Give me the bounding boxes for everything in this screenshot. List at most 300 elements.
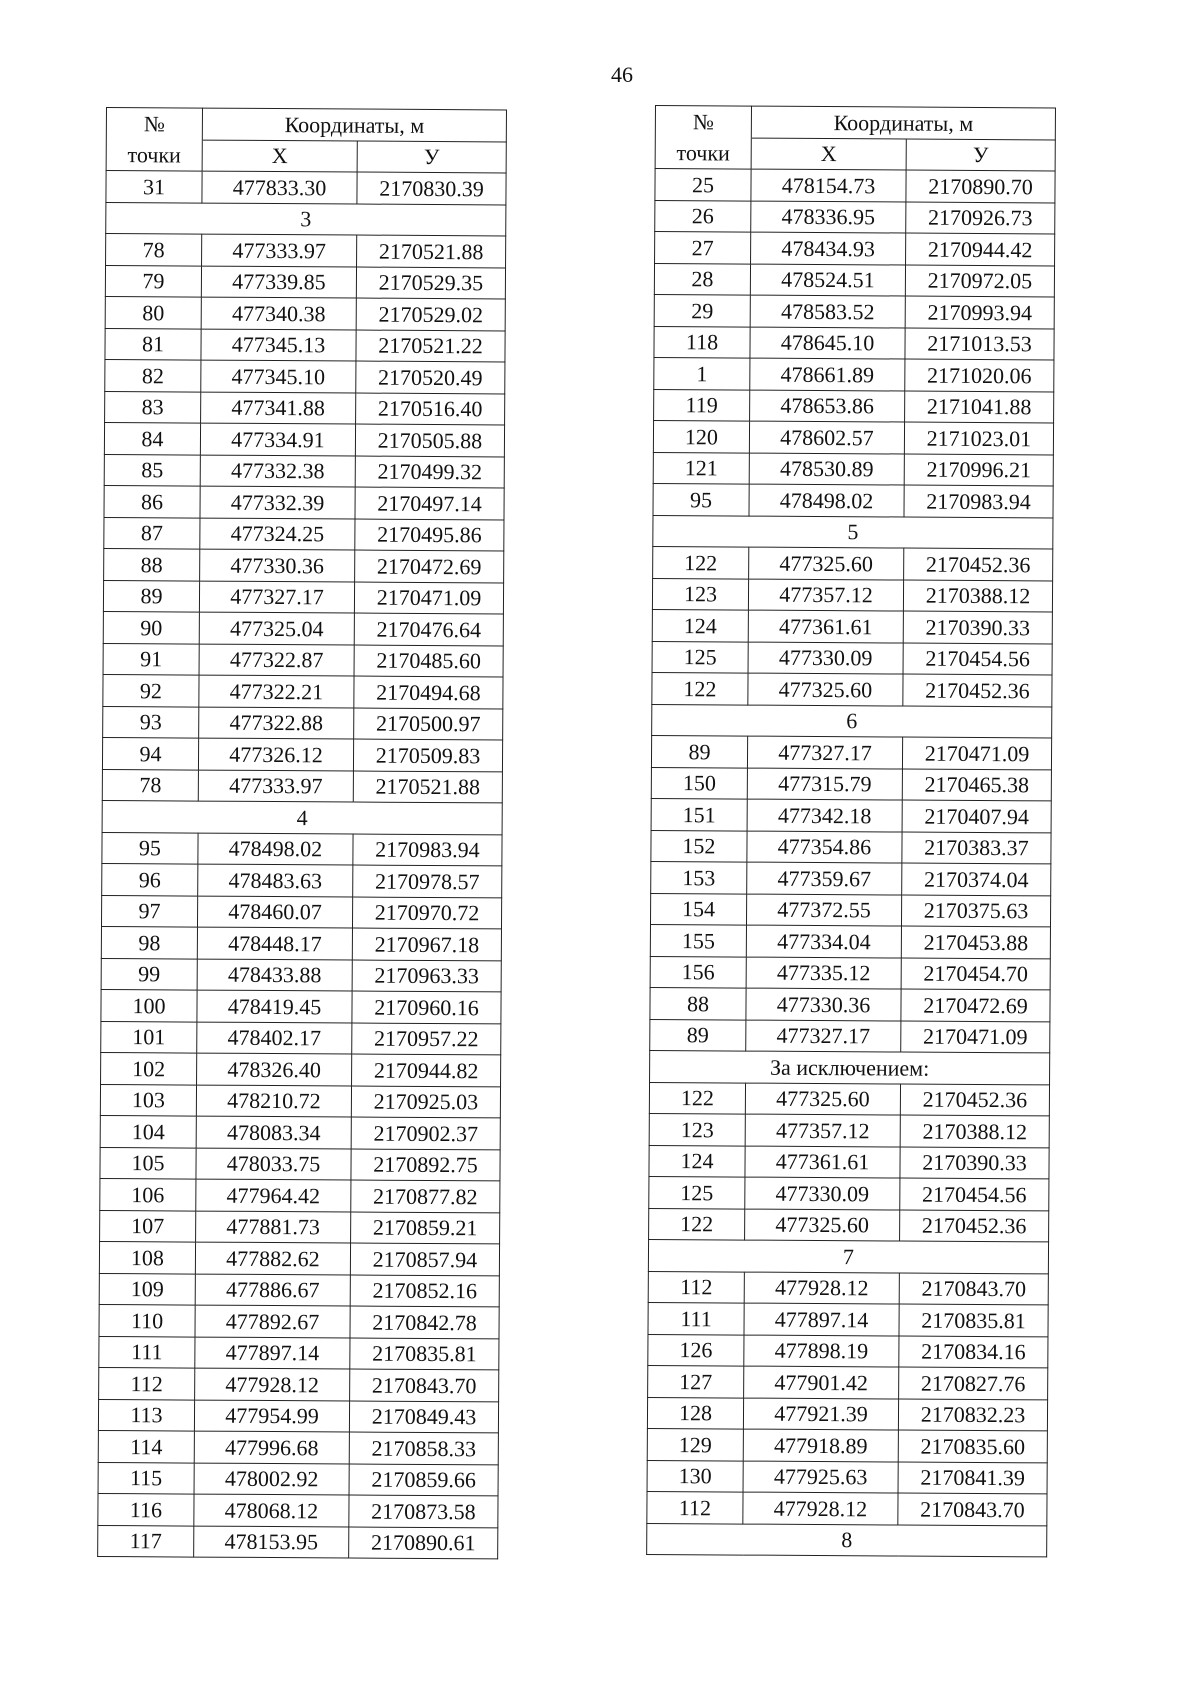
table-row bbox=[648, 1271, 1048, 1305]
table-row bbox=[652, 672, 1052, 706]
point-number-cell: 120 bbox=[653, 420, 749, 452]
point-number-cell: 94 bbox=[102, 737, 198, 769]
x-coordinate-cell: 477357.12 bbox=[745, 1114, 900, 1146]
table-row bbox=[650, 987, 1050, 1021]
x-coordinate-cell: 478419.45 bbox=[197, 990, 352, 1022]
y-coordinate-cell: 2170452.36 bbox=[904, 548, 1053, 580]
point-number-cell: 113 bbox=[98, 1399, 194, 1431]
x-coordinate-cell: 478653.86 bbox=[750, 390, 905, 422]
table-row bbox=[652, 578, 1052, 612]
point-number-cell: 95 bbox=[102, 832, 198, 864]
point-number-cell: 107 bbox=[100, 1210, 196, 1242]
y-coordinate-cell: 2170978.57 bbox=[353, 865, 502, 897]
y-coordinate-cell: 2170835.81 bbox=[350, 1338, 499, 1370]
table-row bbox=[104, 485, 504, 519]
y-coordinate-cell: 2170509.83 bbox=[353, 739, 502, 771]
table-row bbox=[647, 1397, 1047, 1431]
y-coordinate-cell: 2170859.21 bbox=[351, 1212, 500, 1244]
y-coordinate-cell: 2170383.37 bbox=[902, 832, 1051, 864]
x-coordinate-cell: 477333.97 bbox=[202, 234, 357, 266]
point-number-cell: 112 bbox=[648, 1271, 744, 1303]
y-coordinate-cell: 2170832.23 bbox=[898, 1399, 1047, 1431]
y-coordinate-cell: 2171041.88 bbox=[905, 391, 1054, 423]
section-row bbox=[653, 515, 1053, 549]
x-coordinate-cell: 477330.36 bbox=[200, 549, 355, 581]
point-number-cell: 89 bbox=[103, 580, 199, 612]
x-coordinate-cell: 477964.42 bbox=[196, 1179, 351, 1211]
table-row bbox=[98, 1430, 498, 1464]
table-row bbox=[650, 924, 1050, 958]
x-coordinate-cell: 477833.30 bbox=[202, 171, 357, 203]
y-coordinate-cell: 2170944.42 bbox=[906, 233, 1055, 265]
table-row bbox=[653, 546, 1053, 580]
x-coordinate-cell: 477898.19 bbox=[744, 1335, 899, 1367]
x-coordinate-cell: 477928.12 bbox=[743, 1492, 898, 1524]
table-row bbox=[102, 737, 502, 771]
x-coordinate-cell: 478498.02 bbox=[749, 484, 904, 516]
y-coordinate-cell: 2170472.69 bbox=[901, 989, 1050, 1021]
point-number-cell: 82 bbox=[105, 359, 201, 391]
section-row bbox=[647, 1523, 1047, 1557]
x-coordinate-cell: 478602.57 bbox=[749, 421, 904, 453]
section-label: 5 bbox=[653, 515, 1053, 549]
x-coordinate-cell: 477354.86 bbox=[747, 831, 902, 863]
point-number-cell: 128 bbox=[647, 1397, 743, 1429]
point-number-cell: 92 bbox=[103, 674, 199, 706]
table-row bbox=[100, 1115, 500, 1149]
y-coordinate-cell: 2170972.05 bbox=[905, 265, 1054, 297]
point-number-cell: 99 bbox=[101, 958, 197, 990]
table-row bbox=[102, 769, 502, 803]
x-coordinate-cell: 477918.89 bbox=[743, 1429, 898, 1461]
table-row bbox=[648, 1302, 1048, 1336]
section-label: За исключением: bbox=[650, 1050, 1050, 1084]
x-coordinate-cell: 477334.04 bbox=[746, 925, 901, 957]
x-coordinate-cell: 477372.55 bbox=[746, 894, 901, 926]
table-row bbox=[654, 357, 1054, 391]
table-row bbox=[648, 1334, 1048, 1368]
point-number-cell: 95 bbox=[653, 483, 749, 515]
y-coordinate-cell: 2170471.09 bbox=[901, 1021, 1050, 1053]
y-coordinate-cell: 2170494.68 bbox=[354, 676, 503, 708]
x-coordinate-cell: 477334.91 bbox=[200, 423, 355, 455]
point-number-cell: 78 bbox=[102, 769, 198, 801]
x-coordinate-cell: 477342.18 bbox=[747, 799, 902, 831]
y-coordinate-cell: 2170827.76 bbox=[899, 1367, 1048, 1399]
y-coordinate-cell: 2170390.33 bbox=[903, 611, 1052, 643]
table-row bbox=[653, 483, 1053, 517]
y-coordinate-cell: 2170877.82 bbox=[351, 1180, 500, 1212]
x-coordinate-cell: 477892.67 bbox=[195, 1305, 350, 1337]
table-row bbox=[647, 1491, 1047, 1525]
y-coordinate-cell: 2170521.88 bbox=[353, 771, 502, 803]
section-label: 3 bbox=[106, 202, 506, 236]
point-number-cell: 100 bbox=[101, 989, 197, 1021]
point-number-cell: 117 bbox=[98, 1525, 194, 1557]
y-coordinate-cell: 2170529.35 bbox=[356, 267, 505, 299]
point-number-cell: 84 bbox=[104, 422, 200, 454]
y-coordinate-cell: 2170843.70 bbox=[898, 1493, 1047, 1525]
point-number-cell: 86 bbox=[104, 485, 200, 517]
table-row bbox=[651, 735, 1051, 769]
x-coordinate-cell: 477340.38 bbox=[201, 297, 356, 329]
y-coordinate-cell: 2170960.16 bbox=[352, 991, 501, 1023]
y-coordinate-cell: 2170407.94 bbox=[902, 800, 1051, 832]
x-coordinate-cell: 477921.39 bbox=[743, 1398, 898, 1430]
table-row bbox=[101, 1052, 501, 1086]
table-row bbox=[652, 641, 1052, 675]
point-number-cell: 87 bbox=[104, 517, 200, 549]
y-coordinate-cell: 2170454.70 bbox=[901, 958, 1050, 990]
x-coordinate-cell: 477339.85 bbox=[201, 266, 356, 298]
x-coordinate-cell: 478153.95 bbox=[194, 1526, 349, 1558]
table-row bbox=[103, 674, 503, 708]
point-number-cell: 98 bbox=[101, 926, 197, 958]
point-number-cell: 91 bbox=[103, 643, 199, 675]
point-number-cell: 29 bbox=[654, 294, 750, 326]
x-coordinate-cell: 477324.25 bbox=[200, 518, 355, 550]
point-number-cell: 28 bbox=[654, 263, 750, 295]
x-coordinate-cell: 477886.67 bbox=[195, 1274, 350, 1306]
x-coordinate-cell: 477359.67 bbox=[747, 862, 902, 894]
x-coordinate-cell: 478460.07 bbox=[197, 896, 352, 928]
point-number-cell: 112 bbox=[647, 1491, 743, 1523]
x-coordinate-cell: 477357.12 bbox=[748, 579, 903, 611]
y-coordinate-cell: 2170390.33 bbox=[900, 1147, 1049, 1179]
y-coordinate-cell: 2170374.04 bbox=[902, 863, 1051, 895]
page-number: 46 bbox=[611, 62, 633, 87]
table-row bbox=[105, 391, 505, 425]
y-coordinate-cell: 2170834.16 bbox=[899, 1336, 1048, 1368]
x-coordinate-cell: 477332.38 bbox=[200, 455, 355, 487]
x-coordinate-cell: 477361.61 bbox=[745, 1146, 900, 1178]
point-number-cell: 88 bbox=[104, 548, 200, 580]
y-coordinate-cell: 2170388.12 bbox=[900, 1115, 1049, 1147]
table-row bbox=[101, 895, 501, 929]
table-row bbox=[103, 643, 503, 677]
coordinates-table-right bbox=[646, 105, 1056, 1557]
x-coordinate-cell: 477325.60 bbox=[745, 1083, 900, 1115]
point-number-cell: 96 bbox=[102, 863, 198, 895]
y-coordinate-cell: 2170926.73 bbox=[906, 202, 1055, 234]
x-coordinate-cell: 477325.60 bbox=[745, 1209, 900, 1241]
point-number-cell: 88 bbox=[650, 987, 746, 1019]
table-row bbox=[647, 1428, 1047, 1462]
table-row bbox=[651, 798, 1051, 832]
point-number-cell: 104 bbox=[100, 1115, 196, 1147]
coordinates-table-left bbox=[97, 107, 507, 1559]
point-number-cell: 156 bbox=[650, 956, 746, 988]
section-row bbox=[648, 1239, 1048, 1273]
table-row bbox=[104, 517, 504, 551]
table-row bbox=[653, 420, 1053, 454]
point-number-cell: 111 bbox=[648, 1302, 744, 1334]
point-number-cell: 85 bbox=[104, 454, 200, 486]
point-no-symbol: № bbox=[106, 108, 202, 140]
point-number-cell: 111 bbox=[99, 1336, 195, 1368]
table-row bbox=[99, 1336, 499, 1370]
point-no-symbol: № bbox=[655, 106, 751, 138]
x-coordinate-cell: 478448.17 bbox=[197, 927, 352, 959]
y-coordinate-cell: 2170858.33 bbox=[349, 1432, 498, 1464]
x-coordinate-cell: 478583.52 bbox=[750, 295, 905, 327]
table-row bbox=[100, 1147, 500, 1181]
y-coordinate-cell: 2170471.09 bbox=[902, 737, 1051, 769]
point-number-cell: 154 bbox=[650, 893, 746, 925]
point-number-cell: 26 bbox=[655, 200, 751, 232]
point-number-cell: 122 bbox=[649, 1208, 745, 1240]
point-number-cell: 81 bbox=[105, 328, 201, 360]
table-row bbox=[105, 328, 505, 362]
x-coordinate-cell: 478033.75 bbox=[196, 1148, 351, 1180]
y-coordinate-cell: 2171023.01 bbox=[904, 422, 1053, 454]
x-coordinate-cell: 478083.34 bbox=[196, 1116, 351, 1148]
point-number-cell: 102 bbox=[101, 1052, 197, 1084]
table-row bbox=[101, 989, 501, 1023]
y-coordinate-cell: 2170983.94 bbox=[904, 485, 1053, 517]
x-coordinate-cell: 478210.72 bbox=[196, 1085, 351, 1117]
y-coordinate-cell: 2170892.75 bbox=[351, 1149, 500, 1181]
x-coordinate-cell: 477322.88 bbox=[199, 707, 354, 739]
section-label: 8 bbox=[647, 1523, 1047, 1557]
coords-title: Координаты, м bbox=[202, 108, 506, 141]
x-coordinate-cell: 478433.88 bbox=[197, 959, 352, 991]
x-coordinate-cell: 478524.51 bbox=[750, 264, 905, 296]
table-row bbox=[650, 956, 1050, 990]
y-coordinate-cell: 2170452.36 bbox=[900, 1084, 1049, 1116]
y-coordinate-cell: 2171013.53 bbox=[905, 328, 1054, 360]
point-number-cell: 125 bbox=[649, 1176, 745, 1208]
y-coordinate-cell: 2170505.88 bbox=[355, 424, 504, 456]
x-coordinate-cell: 477361.61 bbox=[748, 610, 903, 642]
table-row bbox=[653, 452, 1053, 486]
point-number-cell: 122 bbox=[652, 672, 748, 704]
section-label: 7 bbox=[648, 1239, 1048, 1273]
y-coordinate-cell: 2170843.70 bbox=[350, 1369, 499, 1401]
x-coordinate-cell: 478530.89 bbox=[749, 453, 904, 485]
section-label: 6 bbox=[652, 704, 1052, 738]
section-row bbox=[102, 800, 502, 834]
y-coordinate-cell: 2170520.49 bbox=[356, 361, 505, 393]
y-coordinate-cell: 2170499.32 bbox=[355, 456, 504, 488]
table-row bbox=[651, 861, 1051, 895]
table-row bbox=[649, 1082, 1049, 1116]
point-number-cell: 126 bbox=[648, 1334, 744, 1366]
y-coordinate-cell: 2170516.40 bbox=[356, 393, 505, 425]
table-row bbox=[651, 767, 1051, 801]
table-row bbox=[649, 1176, 1049, 1210]
x-coordinate-cell: 477330.36 bbox=[746, 988, 901, 1020]
x-coordinate-cell: 478068.12 bbox=[194, 1494, 349, 1526]
x-coordinate-cell: 477322.21 bbox=[199, 675, 354, 707]
y-coordinate-cell: 2170970.72 bbox=[352, 897, 501, 929]
table-row bbox=[103, 580, 503, 614]
y-column-header: У bbox=[906, 139, 1055, 171]
point-number-cell: 78 bbox=[106, 234, 202, 266]
x-coordinate-cell: 477341.88 bbox=[201, 392, 356, 424]
table-row bbox=[106, 234, 506, 268]
point-number-cell: 130 bbox=[647, 1460, 743, 1492]
table-row bbox=[649, 1145, 1049, 1179]
point-number-cell: 115 bbox=[98, 1462, 194, 1494]
table-row bbox=[650, 893, 1050, 927]
x-coordinate-cell: 477897.14 bbox=[195, 1337, 350, 1369]
x-coordinate-cell: 477327.17 bbox=[747, 736, 902, 768]
point-number-cell: 89 bbox=[650, 1019, 746, 1051]
point-number-cell: 101 bbox=[101, 1021, 197, 1053]
y-coordinate-cell: 2170841.39 bbox=[898, 1462, 1047, 1494]
x-coordinate-cell: 477882.62 bbox=[195, 1242, 350, 1274]
x-coordinate-cell: 478336.95 bbox=[751, 201, 906, 233]
table-row bbox=[647, 1460, 1047, 1494]
y-coordinate-cell: 2170925.03 bbox=[351, 1086, 500, 1118]
table-row bbox=[101, 926, 501, 960]
x-column-header: X bbox=[751, 138, 906, 170]
x-coordinate-cell: 478002.92 bbox=[194, 1463, 349, 1495]
point-number-cell: 118 bbox=[654, 326, 750, 358]
table-row bbox=[106, 171, 506, 205]
coords-title: Координаты, м bbox=[751, 106, 1055, 139]
table-row bbox=[103, 706, 503, 740]
table-row bbox=[652, 609, 1052, 643]
point-number-cell: 90 bbox=[103, 611, 199, 643]
y-coordinate-cell: 2170471.09 bbox=[354, 582, 503, 614]
y-coordinate-cell: 2170890.70 bbox=[906, 170, 1055, 202]
y-coordinate-cell: 2170857.94 bbox=[350, 1243, 499, 1275]
table-row bbox=[98, 1525, 498, 1559]
y-coordinate-cell: 2170843.70 bbox=[899, 1273, 1048, 1305]
table-row bbox=[105, 265, 505, 299]
section-row bbox=[106, 202, 506, 236]
x-coordinate-cell: 477332.39 bbox=[200, 486, 355, 518]
section-row bbox=[652, 704, 1052, 738]
x-coordinate-cell: 478326.40 bbox=[197, 1053, 352, 1085]
y-coordinate-cell: 2170842.78 bbox=[350, 1306, 499, 1338]
y-column-header: У bbox=[357, 141, 506, 173]
point-number-cell: 97 bbox=[101, 895, 197, 927]
point-number-cell: 105 bbox=[100, 1147, 196, 1179]
point-number-cell: 106 bbox=[100, 1178, 196, 1210]
x-coordinate-cell: 477330.09 bbox=[748, 642, 903, 674]
y-coordinate-cell: 2170521.88 bbox=[357, 235, 506, 267]
table-row bbox=[654, 263, 1054, 297]
y-coordinate-cell: 2170996.21 bbox=[904, 454, 1053, 486]
y-coordinate-cell: 2170835.60 bbox=[898, 1430, 1047, 1462]
x-coordinate-cell: 477325.60 bbox=[749, 547, 904, 579]
point-number-cell: 123 bbox=[652, 578, 748, 610]
y-coordinate-cell: 2170873.58 bbox=[349, 1495, 498, 1527]
point-number-cell: 122 bbox=[649, 1082, 745, 1114]
x-coordinate-cell: 477925.63 bbox=[743, 1461, 898, 1493]
table-row bbox=[104, 422, 504, 456]
point-number-cell: 27 bbox=[655, 232, 751, 264]
section-label: 4 bbox=[102, 800, 502, 834]
table-row bbox=[655, 200, 1055, 234]
point-number-cell: 79 bbox=[105, 265, 201, 297]
point-number-cell: 83 bbox=[105, 391, 201, 423]
y-coordinate-cell: 2170890.61 bbox=[349, 1527, 498, 1559]
point-number-cell: 129 bbox=[647, 1428, 743, 1460]
point-number-cell: 153 bbox=[651, 861, 747, 893]
table-row bbox=[654, 294, 1054, 328]
table-row bbox=[651, 830, 1051, 864]
x-coordinate-cell: 477327.17 bbox=[199, 581, 354, 613]
x-coordinate-cell: 477901.42 bbox=[744, 1366, 899, 1398]
y-coordinate-cell: 2170375.63 bbox=[901, 895, 1050, 927]
point-number-cell: 125 bbox=[652, 641, 748, 673]
point-number-cell: 122 bbox=[653, 546, 749, 578]
point-number-cell: 127 bbox=[648, 1365, 744, 1397]
point-number-cell: 1 bbox=[654, 357, 750, 389]
point-number-cell: 110 bbox=[99, 1304, 195, 1336]
table-row bbox=[649, 1208, 1049, 1242]
y-coordinate-cell: 2170521.22 bbox=[356, 330, 505, 362]
x-coordinate-cell: 477333.97 bbox=[198, 770, 353, 802]
point-number-cell: 93 bbox=[103, 706, 199, 738]
table-row bbox=[99, 1273, 499, 1307]
point-number-cell: 124 bbox=[652, 609, 748, 641]
point-number-cell: 112 bbox=[99, 1367, 195, 1399]
table-row bbox=[98, 1462, 498, 1496]
table-row bbox=[105, 359, 505, 393]
point-number-cell: 116 bbox=[98, 1493, 194, 1525]
x-coordinate-cell: 477345.13 bbox=[201, 329, 356, 361]
y-coordinate-cell: 2170497.14 bbox=[355, 487, 504, 519]
y-coordinate-cell: 2170859.66 bbox=[349, 1464, 498, 1496]
point-label: точки bbox=[106, 139, 202, 171]
x-coordinate-cell: 477315.79 bbox=[747, 768, 902, 800]
y-coordinate-cell: 2170957.22 bbox=[352, 1023, 501, 1055]
table-row bbox=[655, 169, 1055, 203]
table-row bbox=[101, 958, 501, 992]
y-coordinate-cell: 2170983.94 bbox=[353, 834, 502, 866]
table-row bbox=[99, 1304, 499, 1338]
table-row bbox=[649, 1113, 1049, 1147]
section-row bbox=[650, 1050, 1050, 1084]
y-coordinate-cell: 2170454.56 bbox=[903, 643, 1052, 675]
point-number-cell: 124 bbox=[649, 1145, 745, 1177]
table-row bbox=[101, 1021, 501, 1055]
x-coordinate-cell: 477325.04 bbox=[199, 612, 354, 644]
x-coordinate-cell: 478154.73 bbox=[751, 169, 906, 201]
point-number-cell: 31 bbox=[106, 171, 202, 203]
x-coordinate-cell: 478434.93 bbox=[751, 232, 906, 264]
x-coordinate-cell: 477345.10 bbox=[201, 360, 356, 392]
x-coordinate-cell: 477897.14 bbox=[744, 1303, 899, 1335]
table-row bbox=[98, 1493, 498, 1527]
y-coordinate-cell: 2170476.64 bbox=[354, 613, 503, 645]
point-number-cell: 151 bbox=[651, 798, 747, 830]
table-row bbox=[102, 863, 502, 897]
y-coordinate-cell: 2170967.18 bbox=[352, 928, 501, 960]
point-number-cell: 123 bbox=[649, 1113, 745, 1145]
x-coordinate-cell: 478402.17 bbox=[197, 1022, 352, 1054]
x-coordinate-cell: 478483.63 bbox=[198, 864, 353, 896]
table-row bbox=[99, 1367, 499, 1401]
y-coordinate-cell: 2170963.33 bbox=[352, 960, 501, 992]
point-number-cell: 80 bbox=[105, 296, 201, 328]
y-coordinate-cell: 2170472.69 bbox=[355, 550, 504, 582]
y-coordinate-cell: 2170830.39 bbox=[357, 172, 506, 204]
table-row bbox=[650, 1019, 1050, 1053]
table-row bbox=[654, 326, 1054, 360]
x-coordinate-cell: 477996.68 bbox=[194, 1431, 349, 1463]
x-coordinate-cell: 478645.10 bbox=[750, 327, 905, 359]
y-coordinate-cell: 2170453.88 bbox=[901, 926, 1050, 958]
table-row bbox=[98, 1399, 498, 1433]
point-number-cell: 119 bbox=[654, 389, 750, 421]
table-row bbox=[100, 1210, 500, 1244]
